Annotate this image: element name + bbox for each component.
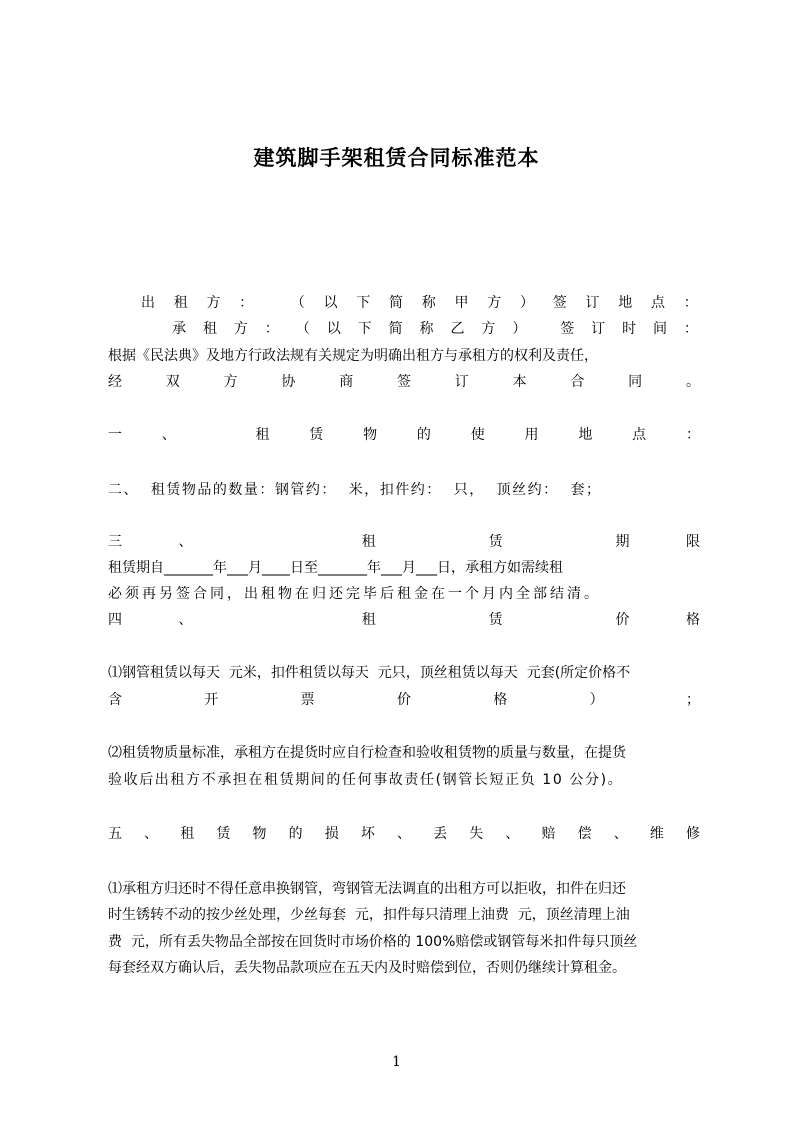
renewal-line: 必须再另签合同，出租物在归还完毕后租金在一个月内全部结清。: [108, 586, 601, 602]
agreement-line: 经 双 方 协 商 签 订 本 合 同 。: [108, 374, 700, 390]
lease-period-line: 租赁期自_______年___月____日至_______年___月___日，承租方如需续租: [108, 560, 563, 576]
document-title: 建筑脚手架租赁合同标准范本: [253, 146, 540, 170]
price-clause-1-continued: 含 开 票 价 格 ） ；: [108, 692, 700, 708]
price-clause-1: ⑴钢管租赁以每天 元米，扣件租赁以每天 元只，顶丝租赁以每天 元套(所定价格不: [108, 665, 631, 681]
lessor-line: 出 租 方 ： （ 以 下 简 称 甲 方 ） 签 订 地 点 ：: [141, 295, 698, 311]
section-1-heading: 一 、 租 赁 物 的 使 用 地 点 ：: [108, 427, 700, 443]
section-4-heading: 四 、 租 赁 价 格: [108, 612, 700, 628]
page-number: 1: [392, 1054, 401, 1070]
lessee-line: 承 租 方 ： （ 以 下 简 称 乙 方 ） 签 订 时 间 ：: [172, 321, 698, 337]
damage-clause-line-2: 时生锈转不动的按少丝处理，少丝每套 元，扣件每只清理上油费 元，顶丝清理上油: [108, 907, 630, 923]
damage-clause-line-1: ⑴承租方归还时不得任意串换钢管，弯钢管无法调直的出租方可以拒收，扣件在归还: [108, 881, 626, 897]
section-5-heading: 五 、 租 赁 物 的 损 坏 、 丢 失 、 赔 偿 、 维 修: [108, 826, 700, 842]
damage-clause-line-3: 费 元，所有丢失物品全部按在回货时市场价格的 100%赔偿或钢管每米扣件每只顶丝: [108, 934, 638, 950]
quality-clause: ⑵租赁物质量标准，承租方在提货时应自行检查和验收租赁物的质量与数量，在提货: [108, 745, 626, 761]
section-3-heading: 三 、 租 赁 期 限: [108, 534, 700, 550]
damage-clause-line-4: 每套经双方确认后，丢失物品款项应在五天内及时赔偿到位，否则仍继续计算租金。: [108, 960, 626, 976]
quality-clause-continued: 验收后出租方不承担在租赁期间的任何事故责任(钢管长短正负 10 公分)。: [108, 772, 624, 788]
legal-basis-line: 根据《民法典》及地方行政法规有关规定为明确出租方与承租方的权利及责任，: [108, 348, 598, 364]
section-2-quantity: 二、 租赁物品的数量：钢管约： 米，扣件约： 只， 顶丝约： 套；: [108, 482, 602, 498]
